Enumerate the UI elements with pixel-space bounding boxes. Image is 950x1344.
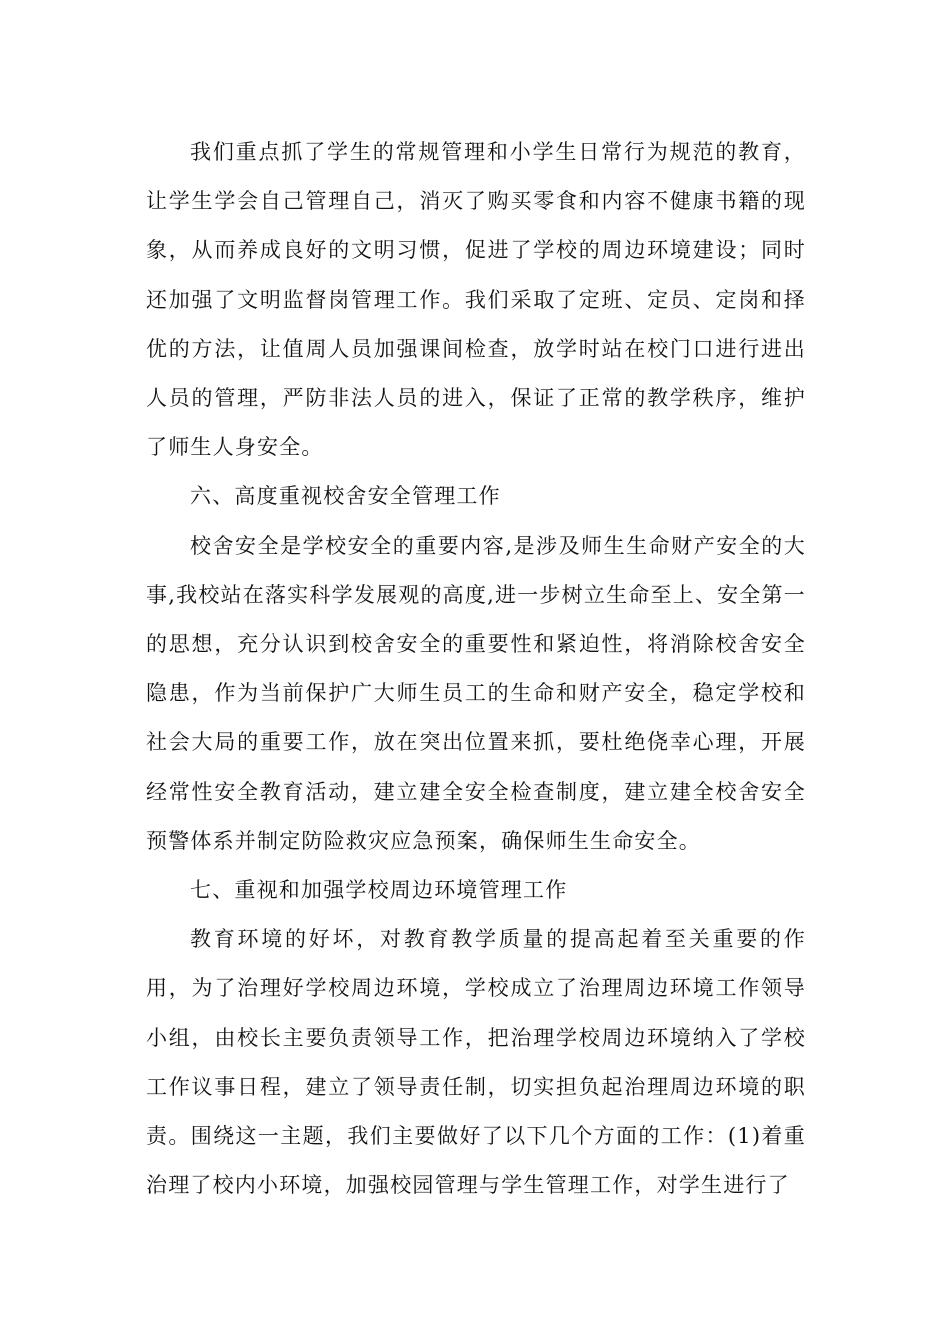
- paragraph-school-building-safety: 校舍安全是学校安全的重要内容,是涉及师生生命财产安全的大事,我校站在落实科学发展观的高度,进一步树立生命至上、安全第一的思想，充分认识到校舍安全的重要性和紧迫性，将消除校舍安全隐患，作为当前保护广大师生员工的生命和财产安全，稳定学校和社会大局的重要工作，放在突出位置来抓，要杜绝侥幸心理，开展经常性安全教育活动，建立建全安全检查制度，建立建全校舍安全预警体系并制定防险救灾应急预案，确保师生生命安全。: [146, 533, 806, 853]
- paragraph-surrounding-environment: 教育环境的好坏，对教育教学质量的提高起着至关重要的作用，为了治理好学校周边环境，学校成立了治理周边环境工作领导小组，由校长主要负责领导工作，把治理学校周边环境纳入了学校工作议事日程，建立了领导责任制，切实担负起治理周边环境的职责。围绕这一主题，我们主要做好了以下几个方面的工作：(1)着重治理了校内小环境，加强校园管理与学生管理工作，对学生进行了: [146, 927, 806, 1198]
- section-heading-7: 七、重视和加强学校周边环境管理工作: [190, 878, 568, 903]
- section-heading-6: 六、高度重视校舍安全管理工作: [190, 484, 501, 509]
- paragraph-student-management: 我们重点抓了学生的常规管理和小学生日常行为规范的教育，让学生学会自己管理自己，消灭了购买零食和内容不健康书籍的现象，从而养成良好的文明习惯，促进了学校的周边环境建设；同时还加强了文明监督岗管理工作。我们采取了定班、定员、定岗和择优的方法，让值周人员加强课间检查，放学时站在校门口进行进出人员的管理，严防非法人员的进入，保证了正常的教学秩序，维护了师生人身安全。: [146, 140, 806, 460]
- document-page: [146, 128, 806, 1210]
